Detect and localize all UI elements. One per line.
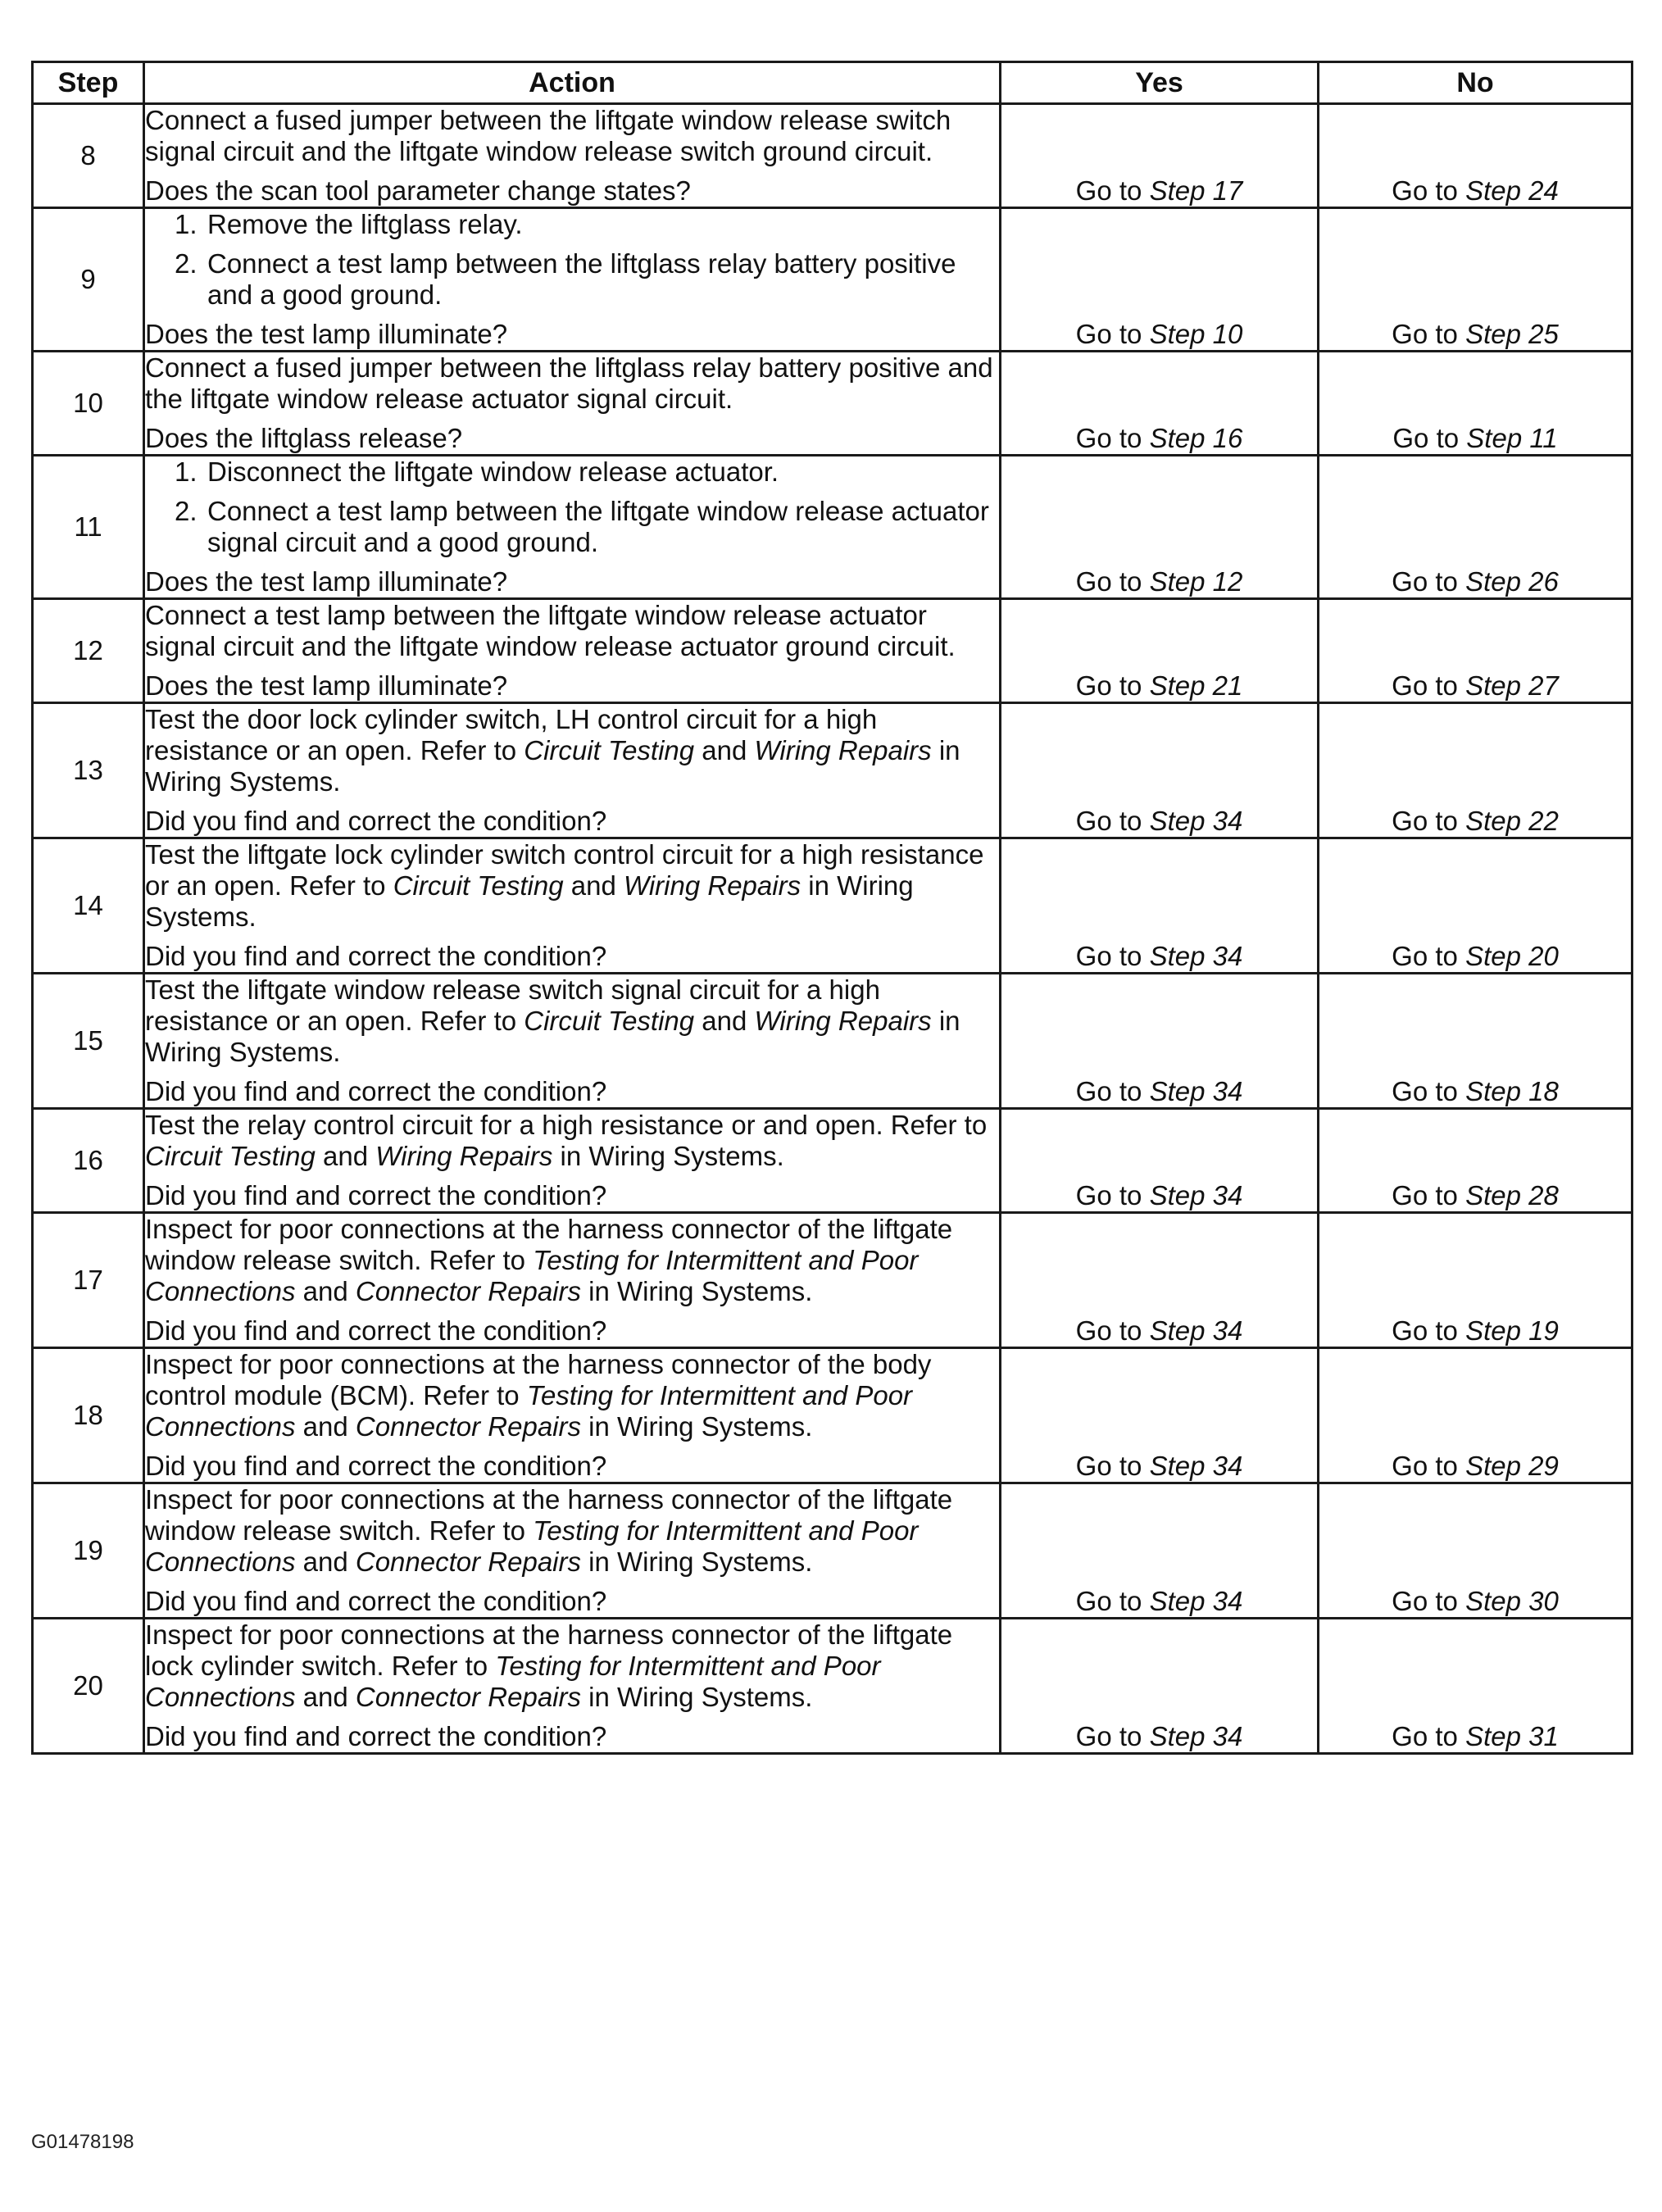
instruction-text: in Wiring Systems. xyxy=(145,1006,968,1067)
action-question: Did you find and correct the condition? xyxy=(145,1721,607,1751)
action-cell xyxy=(144,1213,1001,1348)
table-row xyxy=(33,456,1632,599)
instruction-text: Test the relay control circuit for a high resistance or and open. Refer to xyxy=(145,1110,995,1140)
action-question: Did you find and correct the condition? xyxy=(145,1586,607,1616)
go-to-prefix: Go to xyxy=(1075,806,1150,836)
action-cell xyxy=(144,703,1001,838)
go-to-prefix: Go to xyxy=(1392,566,1466,597)
go-to-prefix: Go to xyxy=(1075,1586,1150,1616)
no-step-reference: Step 19 xyxy=(1465,1315,1559,1346)
reference-title: Wiring Repairs xyxy=(375,1141,553,1171)
action-cell xyxy=(144,599,1001,703)
action-cell xyxy=(144,352,1001,456)
yes-result-cell xyxy=(1001,1348,1319,1483)
no-step-reference: Step 28 xyxy=(1465,1180,1559,1210)
no-step-reference: Step 20 xyxy=(1465,941,1559,971)
substep-text: Remove the liftglass relay. xyxy=(207,209,523,239)
action-instruction xyxy=(145,839,999,933)
no-step-reference: Step 25 xyxy=(1465,319,1559,349)
step-number: 20 xyxy=(33,1619,144,1754)
table-row xyxy=(33,703,1632,838)
substep-item xyxy=(145,456,999,488)
action-cell xyxy=(144,208,1001,352)
yes-result-cell xyxy=(1001,838,1319,974)
instruction-text: in Wiring Systems. xyxy=(581,1682,813,1712)
step-number: 8 xyxy=(33,104,144,208)
no-result-cell xyxy=(1319,104,1632,208)
no-result-cell xyxy=(1319,1483,1632,1619)
instruction-text: in Wiring Systems. xyxy=(581,1411,813,1442)
action-substeps xyxy=(145,456,999,558)
go-to-prefix: Go to xyxy=(1392,806,1466,836)
instruction-text: and xyxy=(295,1411,356,1442)
header-yes: Yes xyxy=(1001,62,1319,104)
action-cell xyxy=(144,1109,1001,1213)
yes-result-cell xyxy=(1001,104,1319,208)
yes-step-reference: Step 17 xyxy=(1149,175,1243,206)
yes-result-cell xyxy=(1001,208,1319,352)
table-row xyxy=(33,208,1632,352)
go-to-prefix: Go to xyxy=(1392,1315,1466,1346)
yes-step-reference: Step 34 xyxy=(1149,1586,1243,1616)
action-question: Does the test lamp illuminate? xyxy=(145,670,508,701)
yes-step-reference: Step 21 xyxy=(1149,670,1243,701)
reference-title: Circuit Testing xyxy=(524,1006,695,1036)
step-number: 16 xyxy=(33,1109,144,1213)
go-to-prefix: Go to xyxy=(1075,670,1150,701)
header-step: Step xyxy=(33,62,144,104)
yes-result-cell xyxy=(1001,456,1319,599)
action-cell xyxy=(144,104,1001,208)
go-to-prefix: Go to xyxy=(1075,319,1150,349)
action-instruction xyxy=(145,1349,999,1442)
yes-step-reference: Step 34 xyxy=(1149,1451,1243,1481)
figure-code: G01478198 xyxy=(31,2131,134,2153)
action-instruction xyxy=(145,1214,999,1307)
instruction-text: Inspect for poor connections at the harness connector of the liftgate window release switch. Refer to xyxy=(145,1484,960,1546)
go-to-prefix: Go to xyxy=(1392,941,1466,971)
yes-result-cell xyxy=(1001,1109,1319,1213)
yes-step-reference: Step 10 xyxy=(1149,319,1243,349)
instruction-text: Test the door lock cylinder switch, LH control circuit for a high resistance or an open. Refer to xyxy=(145,704,885,765)
instruction-text: Test the liftgate window release switch signal circuit for a high resistance or an open. Refer to xyxy=(145,974,888,1036)
no-step-reference: Step 30 xyxy=(1465,1586,1559,1616)
instruction-text: Connect a fused jumper between the liftgate window release switch signal circuit and the liftgate window release switch ground circuit. xyxy=(145,105,959,166)
no-result-cell xyxy=(1319,456,1632,599)
action-substeps xyxy=(145,209,999,311)
no-result-cell xyxy=(1319,838,1632,974)
go-to-prefix: Go to xyxy=(1075,941,1150,971)
substep-item xyxy=(145,248,999,311)
table-row xyxy=(33,838,1632,974)
go-to-prefix: Go to xyxy=(1075,1721,1150,1751)
no-step-reference: Step 24 xyxy=(1465,175,1559,206)
action-cell xyxy=(144,456,1001,599)
go-to-prefix: Go to xyxy=(1392,1721,1466,1751)
yes-step-reference: Step 34 xyxy=(1149,1180,1243,1210)
instruction-text: Inspect for poor connections at the harness connector of the liftgate window release switch. Refer to xyxy=(145,1214,960,1275)
table-body xyxy=(33,104,1632,1754)
instruction-text: and xyxy=(694,735,755,765)
yes-step-reference: Step 16 xyxy=(1149,423,1243,453)
reference-title: Testing for Intermittent and Poor Connections xyxy=(145,1515,926,1577)
reference-title: Connector Repairs xyxy=(355,1682,581,1712)
table-row xyxy=(33,352,1632,456)
reference-title: Wiring Repairs xyxy=(754,1006,932,1036)
action-cell xyxy=(144,1619,1001,1754)
go-to-prefix: Go to xyxy=(1392,1180,1466,1210)
reference-title: Circuit Testing xyxy=(393,870,564,901)
action-cell xyxy=(144,1483,1001,1619)
reference-title: Wiring Repairs xyxy=(754,735,932,765)
action-question: Did you find and correct the condition? xyxy=(145,941,607,971)
substep-item xyxy=(145,209,999,240)
action-question: Did you find and correct the condition? xyxy=(145,1315,607,1346)
step-number: 11 xyxy=(33,456,144,599)
no-step-reference: Step 22 xyxy=(1465,806,1559,836)
instruction-text: and xyxy=(295,1276,356,1306)
yes-result-cell xyxy=(1001,1483,1319,1619)
go-to-prefix: Go to xyxy=(1075,1076,1150,1106)
instruction-text: Inspect for poor connections at the harness connector of the body control module (BCM). Refer to xyxy=(145,1349,939,1410)
go-to-prefix: Go to xyxy=(1392,1076,1466,1106)
no-step-reference: Step 27 xyxy=(1465,670,1559,701)
go-to-prefix: Go to xyxy=(1392,1586,1466,1616)
action-question: Did you find and correct the condition? xyxy=(145,806,607,836)
instruction-text: in Wiring Systems. xyxy=(552,1141,784,1171)
go-to-prefix: Go to xyxy=(1392,670,1466,701)
diagnostic-table-container xyxy=(31,61,1631,1755)
no-step-reference: Step 29 xyxy=(1465,1451,1559,1481)
step-number: 19 xyxy=(33,1483,144,1619)
go-to-prefix: Go to xyxy=(1392,319,1466,349)
no-result-cell xyxy=(1319,1619,1632,1754)
yes-step-reference: Step 34 xyxy=(1149,1076,1243,1106)
substep-number: 2. xyxy=(175,248,198,279)
step-number: 12 xyxy=(33,599,144,703)
action-question: Does the scan tool parameter change states? xyxy=(145,175,691,206)
action-question: Did you find and correct the condition? xyxy=(145,1076,607,1106)
substep-number: 1. xyxy=(175,456,198,487)
action-instruction xyxy=(145,1484,999,1578)
action-cell xyxy=(144,1348,1001,1483)
header-action: Action xyxy=(144,62,1001,104)
go-to-prefix: Go to xyxy=(1392,175,1466,206)
no-result-cell xyxy=(1319,599,1632,703)
table-row xyxy=(33,1348,1632,1483)
table-header-row xyxy=(33,62,1632,104)
substep-text: Connect a test lamp between the liftglass relay battery positive and a good ground. xyxy=(207,248,956,310)
reference-title: Testing for Intermittent and Poor Connections xyxy=(145,1380,920,1442)
instruction-text: and xyxy=(295,1547,356,1577)
instruction-text: in Wiring Systems. xyxy=(145,735,968,797)
go-to-prefix: Go to xyxy=(1075,423,1150,453)
go-to-prefix: Go to xyxy=(1075,1451,1150,1481)
no-result-cell xyxy=(1319,1348,1632,1483)
reference-title: Circuit Testing xyxy=(145,1141,316,1171)
no-result-cell xyxy=(1319,1213,1632,1348)
substep-number: 1. xyxy=(175,209,198,239)
step-number: 9 xyxy=(33,208,144,352)
instruction-text: in Wiring Systems. xyxy=(581,1276,813,1306)
reference-title: Testing for Intermittent and Poor Connections xyxy=(145,1245,926,1306)
no-step-reference: Step 26 xyxy=(1465,566,1559,597)
substep-text: Connect a test lamp between the liftgate window release actuator signal circuit and a good ground. xyxy=(207,496,989,557)
step-number: 10 xyxy=(33,352,144,456)
step-number: 18 xyxy=(33,1348,144,1483)
table-row xyxy=(33,104,1632,208)
reference-title: Circuit Testing xyxy=(524,735,695,765)
step-number: 13 xyxy=(33,703,144,838)
instruction-text: Test the liftgate lock cylinder switch control circuit for a high resistance or an open. Refer to xyxy=(145,839,992,901)
no-result-cell xyxy=(1319,208,1632,352)
action-instruction xyxy=(145,974,999,1068)
action-question: Did you find and correct the condition? xyxy=(145,1451,607,1481)
table-row xyxy=(33,1109,1632,1213)
instruction-text: and xyxy=(295,1682,356,1712)
no-step-reference: Step 31 xyxy=(1465,1721,1559,1751)
action-cell xyxy=(144,838,1001,974)
no-step-reference: Step 18 xyxy=(1465,1076,1559,1106)
instruction-text: and xyxy=(315,1141,376,1171)
table-row xyxy=(33,1213,1632,1348)
yes-step-reference: Step 34 xyxy=(1149,806,1243,836)
yes-step-reference: Step 34 xyxy=(1149,1721,1243,1751)
step-number: 14 xyxy=(33,838,144,974)
yes-result-cell xyxy=(1001,1213,1319,1348)
instruction-text: Connect a test lamp between the liftgate window release actuator signal circuit and the liftgate window release actuator ground circuit. xyxy=(145,600,956,661)
go-to-prefix: Go to xyxy=(1392,1451,1466,1481)
go-to-prefix: Go to xyxy=(1075,1315,1150,1346)
table-row xyxy=(33,974,1632,1109)
reference-title: Connector Repairs xyxy=(355,1276,581,1306)
table-row xyxy=(33,1483,1632,1619)
yes-result-cell xyxy=(1001,1619,1319,1754)
action-instruction xyxy=(145,105,999,167)
go-to-prefix: Go to xyxy=(1075,175,1150,206)
yes-step-reference: Step 12 xyxy=(1149,566,1243,597)
no-step-reference: Step 11 xyxy=(1466,423,1558,453)
go-to-prefix: Go to xyxy=(1075,566,1150,597)
substep-number: 2. xyxy=(175,496,198,526)
action-instruction xyxy=(145,1110,999,1172)
no-result-cell xyxy=(1319,974,1632,1109)
instruction-text: Connect a fused jumper between the liftglass relay battery positive and the liftgate window release actuator signal circuit. xyxy=(145,352,1001,414)
diagnostic-table xyxy=(31,61,1633,1755)
reference-title: Wiring Repairs xyxy=(623,870,801,901)
no-result-cell xyxy=(1319,703,1632,838)
action-instruction xyxy=(145,1619,999,1713)
table-row xyxy=(33,1619,1632,1754)
go-to-prefix: Go to xyxy=(1075,1180,1150,1210)
action-cell xyxy=(144,974,1001,1109)
instruction-text: and xyxy=(694,1006,755,1036)
header-no: No xyxy=(1319,62,1632,104)
no-result-cell xyxy=(1319,1109,1632,1213)
reference-title: Connector Repairs xyxy=(355,1547,581,1577)
table-row xyxy=(33,599,1632,703)
action-instruction xyxy=(145,600,999,662)
yes-result-cell xyxy=(1001,703,1319,838)
step-number: 17 xyxy=(33,1213,144,1348)
action-question: Does the liftglass release? xyxy=(145,423,463,453)
step-number: 15 xyxy=(33,974,144,1109)
yes-step-reference: Step 34 xyxy=(1149,1315,1243,1346)
instruction-text: in Wiring Systems. xyxy=(581,1547,813,1577)
go-to-prefix: Go to xyxy=(1392,423,1467,453)
yes-result-cell xyxy=(1001,599,1319,703)
action-question: Does the test lamp illuminate? xyxy=(145,319,508,349)
instruction-text: and xyxy=(563,870,624,901)
action-instruction xyxy=(145,352,999,415)
action-question: Does the test lamp illuminate? xyxy=(145,566,508,597)
action-instruction xyxy=(145,704,999,797)
yes-result-cell xyxy=(1001,352,1319,456)
no-result-cell xyxy=(1319,352,1632,456)
substep-text: Disconnect the liftgate window release actuator. xyxy=(207,456,779,487)
instruction-text: Inspect for poor connections at the harness connector of the liftgate lock cylinder switch. Refer to xyxy=(145,1619,960,1681)
yes-result-cell xyxy=(1001,974,1319,1109)
substep-item xyxy=(145,496,999,558)
instruction-text: in Wiring Systems. xyxy=(145,870,921,932)
action-question: Did you find and correct the condition? xyxy=(145,1180,607,1210)
yes-step-reference: Step 34 xyxy=(1149,941,1243,971)
reference-title: Testing for Intermittent and Poor Connections xyxy=(145,1651,888,1712)
reference-title: Connector Repairs xyxy=(355,1411,581,1442)
